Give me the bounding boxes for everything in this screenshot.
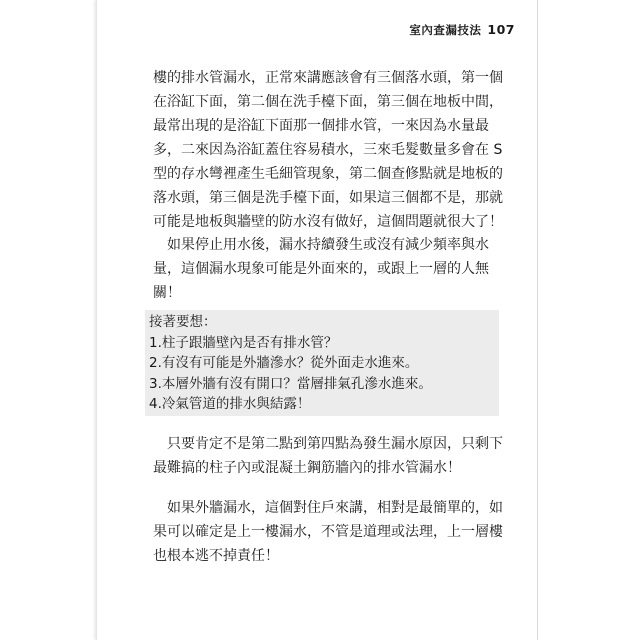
book-page bbox=[96, 0, 538, 640]
checklist-item: 1.柱子跟牆壁內是否有排水管？ bbox=[149, 334, 338, 351]
paragraph-column-pipes: 只要肯定不是第二點到第四點為發生漏水原因，只剩下 最難搞的柱子內或混凝土鋼筋牆內的排水管漏水！ bbox=[153, 436, 503, 476]
page-number: 107 bbox=[487, 22, 515, 37]
paragraph-stop-water: 如果停止用水後，漏水持續發生或沒有減少頻率與水 量，這個漏水現象可能是外面來的，或跟上一層的人無 關！ bbox=[153, 237, 489, 301]
running-header bbox=[409, 22, 515, 38]
checklist-item: 2.有沒有可能是外牆滲水？從外面走水進來。 bbox=[149, 355, 419, 371]
checklist-item: 4.冷氣管道的排水與結露！ bbox=[149, 396, 311, 412]
paragraph-drain-pipes: 樓的排水管漏水，正常來講應該會有三個落水頭，第一個 在浴缸下面，第二個在洗手檯下面，第三個在地板中間， 最常出現的是浴缸下面那一個排水管，一來因為水量最 多，二來因為浴缸蓋住容易積水，三來毛髮數量多會在 S 型的存水彎裡產生毛細管現象，第二個查修點就是地板的 落水頭，第三個是洗手檯下面，如果這三個都不是，那就 可能是地板與牆壁的防水沒有做好，這個問題就很大了！ bbox=[153, 70, 503, 230]
checklist-box bbox=[145, 310, 499, 416]
checklist-heading: 接著要想： bbox=[149, 314, 217, 330]
paragraph-exterior-wall: 如果外牆漏水，這個對住戶來講，相對是最簡單的，如 果可以確定是上一樓漏水，不管是道理或法理，上一層樓 也根本逃不掉責任！ bbox=[153, 500, 503, 564]
chapter-title: 室內查漏技法 bbox=[409, 23, 482, 37]
checklist-item: 3.本層外牆有沒有開口？當層排氣孔滲水進來。 bbox=[149, 375, 432, 392]
